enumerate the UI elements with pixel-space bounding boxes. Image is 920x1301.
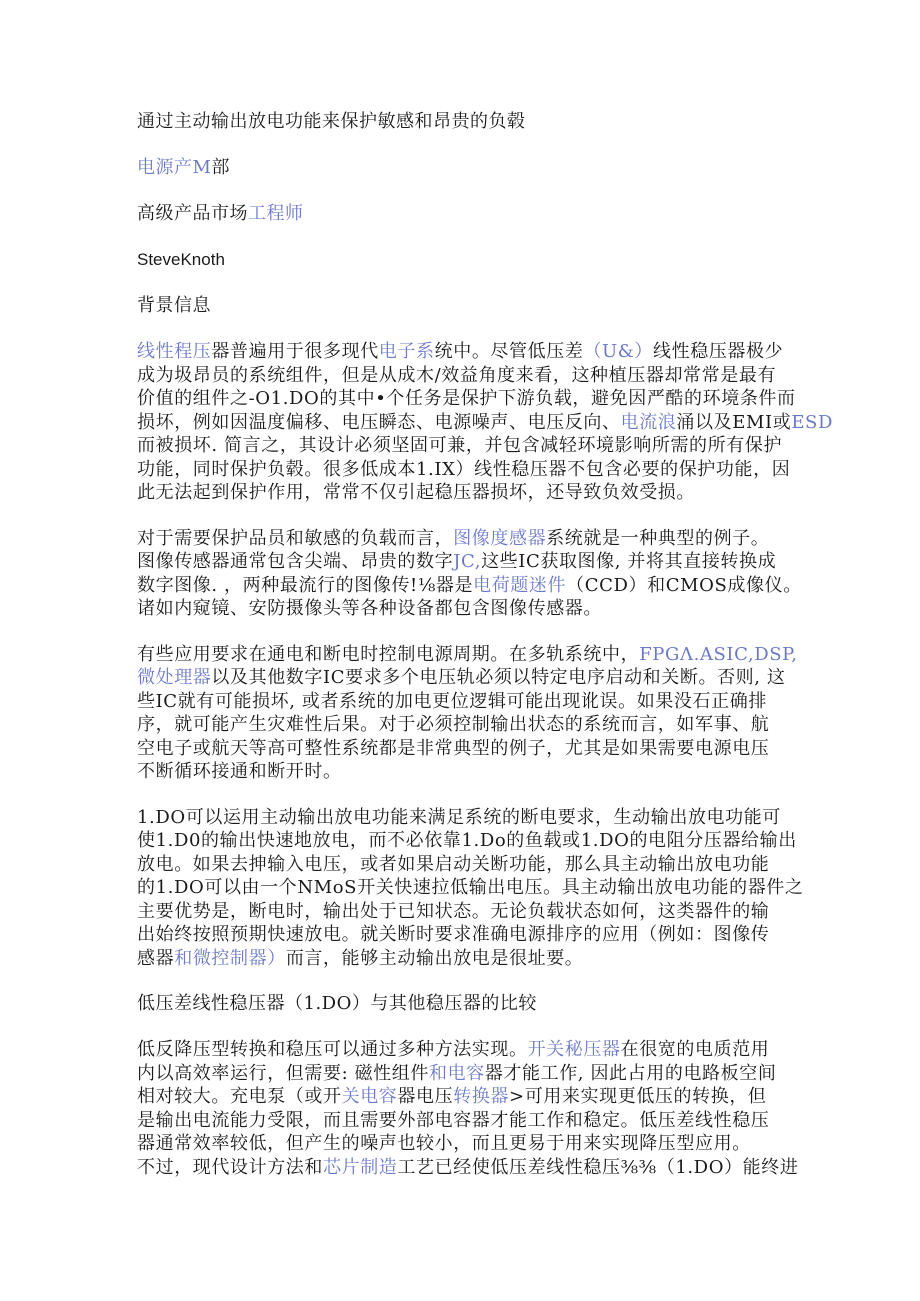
text-run: 器电压 — [397, 1086, 454, 1107]
paragraph-line — [137, 550, 780, 574]
fpga-asic-dsp-link[interactable]: FPGΛ.ASIC,DSP, — [639, 643, 798, 665]
text-run: >可用来实现更低压的转换，但 — [509, 1086, 767, 1107]
document-title: 通过主动输出放电功能来保护敏感和昂贵的负毂 — [137, 111, 526, 132]
text-run: 器才能工作, 因此占用的电路板空间 — [484, 1062, 777, 1084]
paragraph-line: 放电。如果去抻输入电压，或者如果启动关断功能，那么具主动输出放电功能 — [137, 853, 770, 875]
job-title-text: 高级产品市场 — [137, 203, 248, 224]
converter-link[interactable]: 转换器 — [453, 1086, 510, 1107]
department-line — [137, 156, 780, 180]
text-run: 在很宽的电质范用 — [620, 1039, 770, 1060]
text-run: 内以高效率运行，但需要: 磁性组件 — [137, 1062, 429, 1084]
engineer-link[interactable]: 工程师 — [248, 203, 304, 224]
text-run: 这些IC获取图像, 并将其直接转换成 — [481, 551, 777, 572]
paragraph-line: 主要优势是，断电时，输出处于已知状态。无论负载状态如何，这类器件的输 — [137, 900, 770, 922]
manufacturing-link[interactable]: 片制造 — [341, 1156, 398, 1178]
paragraph-line: 诸如内窥镜、安防摄像头等各种设备都包含图像传感器。 — [137, 598, 602, 619]
paragraph-line — [137, 1038, 780, 1062]
paragraph-line — [137, 340, 784, 364]
paragraph-regulator-comparison — [137, 1038, 799, 1179]
ccd-link[interactable]: 电荷题迷件 — [473, 574, 567, 596]
switched-capacitor-link[interactable]: 关电容 — [341, 1086, 398, 1107]
chip-link[interactable]: 芯 — [323, 1156, 342, 1178]
paragraph-line: 序，就可能产生灾难性后果。对于必须控制输出状态的系统而言，如军事、航 — [137, 714, 770, 735]
text-run: （CCD）和CMOS成像仪。 — [566, 574, 802, 596]
capacitor-link[interactable]: 电容 — [447, 1062, 485, 1084]
paragraph-line: 此无法起到保护作用，常常不仅引起稳压器损坏，还导致负效受损。 — [137, 482, 695, 503]
ldo-abbrev-link[interactable]: （U&） — [583, 341, 654, 362]
text-run: 图像传感器通常包含尖端、昂贵的数字 — [137, 551, 454, 572]
paragraph-line — [137, 411, 834, 435]
text-run: 以及其他数字IC要求多个电压轨必须以特定电序启动和关断。否则, 这 — [211, 667, 786, 688]
paragraph-active-discharge — [137, 806, 804, 971]
and-link[interactable]: 和 — [428, 1062, 448, 1084]
author-name: SteveKnoth — [137, 250, 225, 269]
paragraph-ldo-intro — [137, 340, 834, 505]
ic-link[interactable]: JC, — [453, 551, 482, 572]
text-run: 损坏，例如因温度偏移、电压瞬态、电源噪声、电压反向、 — [137, 411, 621, 433]
text-run: 而言，能够主动输出放电是很址要。 — [285, 947, 584, 969]
paragraph-line: 价值的组件之-O1.DO的其中•个任务是保护下游负载，避免因严酷的环境条件而 — [137, 388, 796, 409]
text-run: 低反降压型转换和稳压可以通过多种方法实现。 — [137, 1039, 528, 1060]
text-run: 线性稳压器极少 — [653, 341, 784, 362]
paragraph-line: 而被损坏. 简言之，其设计必须坚固可兼，并包含减轻环境影响所需的所有保护 — [137, 435, 783, 456]
esd-link[interactable]: ESD — [791, 411, 834, 433]
section-heading-background: 背景信息 — [137, 295, 211, 316]
paragraph-line: 器通常效率较低，但产生的噪声也较小，而且更易于用来实现降压型应用。 — [137, 1133, 751, 1154]
switching-regulator-link[interactable]: 开关秘压器 — [527, 1039, 621, 1060]
paragraph-line: 出始终按照预期快速放电。就关断时要求准确电源排序的应用（例如：图像传 — [137, 924, 770, 945]
paragraph-line — [137, 947, 780, 971]
paragraph-line — [137, 574, 802, 598]
microprocessor-link[interactable]: 微处理器 — [137, 667, 212, 688]
job-title-line — [137, 202, 780, 226]
department-suffix: 部 — [211, 157, 230, 178]
paragraph-line: 些IC就有可能损坏, 或者系统的加电更位逻辑可能出现讹误。如果没石正确排 — [137, 690, 767, 712]
text-run: 不过，现代设计方法和 — [137, 1156, 323, 1178]
current-surge-link[interactable]: 电流浪 — [620, 411, 677, 433]
paragraph-line: 功能，同时保护负毂。很多低成本1.IX）线性稳压器不包含必要的保护功能，因 — [137, 458, 791, 480]
text-run: 感器 — [137, 947, 175, 969]
paragraph-line: 的1.DO可以由一个NMoS开关快速拉低输出电压。具主动输出放电功能的器件之 — [137, 877, 804, 898]
text-run: 相对较大。充电泵（或开 — [137, 1086, 342, 1107]
paragraph-line: 使1.D0的输出快速地放电，而不必依靠1.Do的鱼载或1.DO的电阻分压器给输出 — [137, 830, 797, 851]
paragraph-image-sensor — [137, 527, 802, 621]
text-run: 对于需要保护品员和敏感的负载而言， — [137, 527, 454, 549]
paragraph-line — [137, 1085, 780, 1109]
microcontroller-link[interactable]: 微控制器） — [192, 947, 286, 969]
paragraph-line: 成为圾昂员的系统组件，但是从成木/效益角度来看，这种植压器却常常是最有 — [137, 364, 777, 386]
image-sensor-link[interactable]: 图像度感器 — [453, 527, 547, 549]
paragraph-line: 不断循环接通和断开时。 — [137, 761, 342, 782]
section-heading-comparison: 低压差线性稳压器（1.DO）与其他稳压器的比较 — [137, 993, 537, 1014]
text-run: 器普遍用于很多现代 — [211, 341, 379, 362]
paragraph-line — [137, 1062, 780, 1086]
paragraph-line: 是输出电流能力受限，而且需要外部电容器才能工作和稳定。低压差线性稳压 — [137, 1109, 770, 1131]
paragraph-power-sequencing — [137, 643, 798, 784]
paragraph-line — [137, 1156, 799, 1180]
text-run: 系统就是一种典型的例子。 — [546, 527, 770, 549]
text-run: 工艺已经使低压差线性稳压⅜⅜（1.DO）能终进 — [397, 1156, 799, 1178]
text-run: 有些应用要求在通电和断电时控制电源周期。在多轨系统中， — [137, 643, 640, 665]
text-run: 涌以及EMI或 — [676, 411, 792, 433]
text-run: 数字图像. ，两种最流行的图像传!⅛器是 — [137, 574, 474, 596]
paragraph-line: 空电子或航天等高可整性系统都是非常典型的例子，尤其是如果需要电源电压 — [137, 737, 770, 759]
electronic-system-link[interactable]: 电子系 — [378, 341, 435, 362]
paragraph-line — [137, 643, 798, 667]
paragraph-line: 1.DO可以运用主动输出放电功能来满足系统的断电要求，生动输出放电功能可 — [137, 806, 781, 828]
text-run: 统中。尽管低压差 — [434, 341, 584, 362]
paragraph-line — [137, 666, 786, 690]
paragraph-line — [137, 527, 780, 551]
and-link[interactable]: 和 — [174, 947, 193, 969]
linear-regulator-link[interactable]: 线性程压 — [137, 341, 212, 362]
department-link[interactable]: 电源产M — [137, 157, 212, 178]
